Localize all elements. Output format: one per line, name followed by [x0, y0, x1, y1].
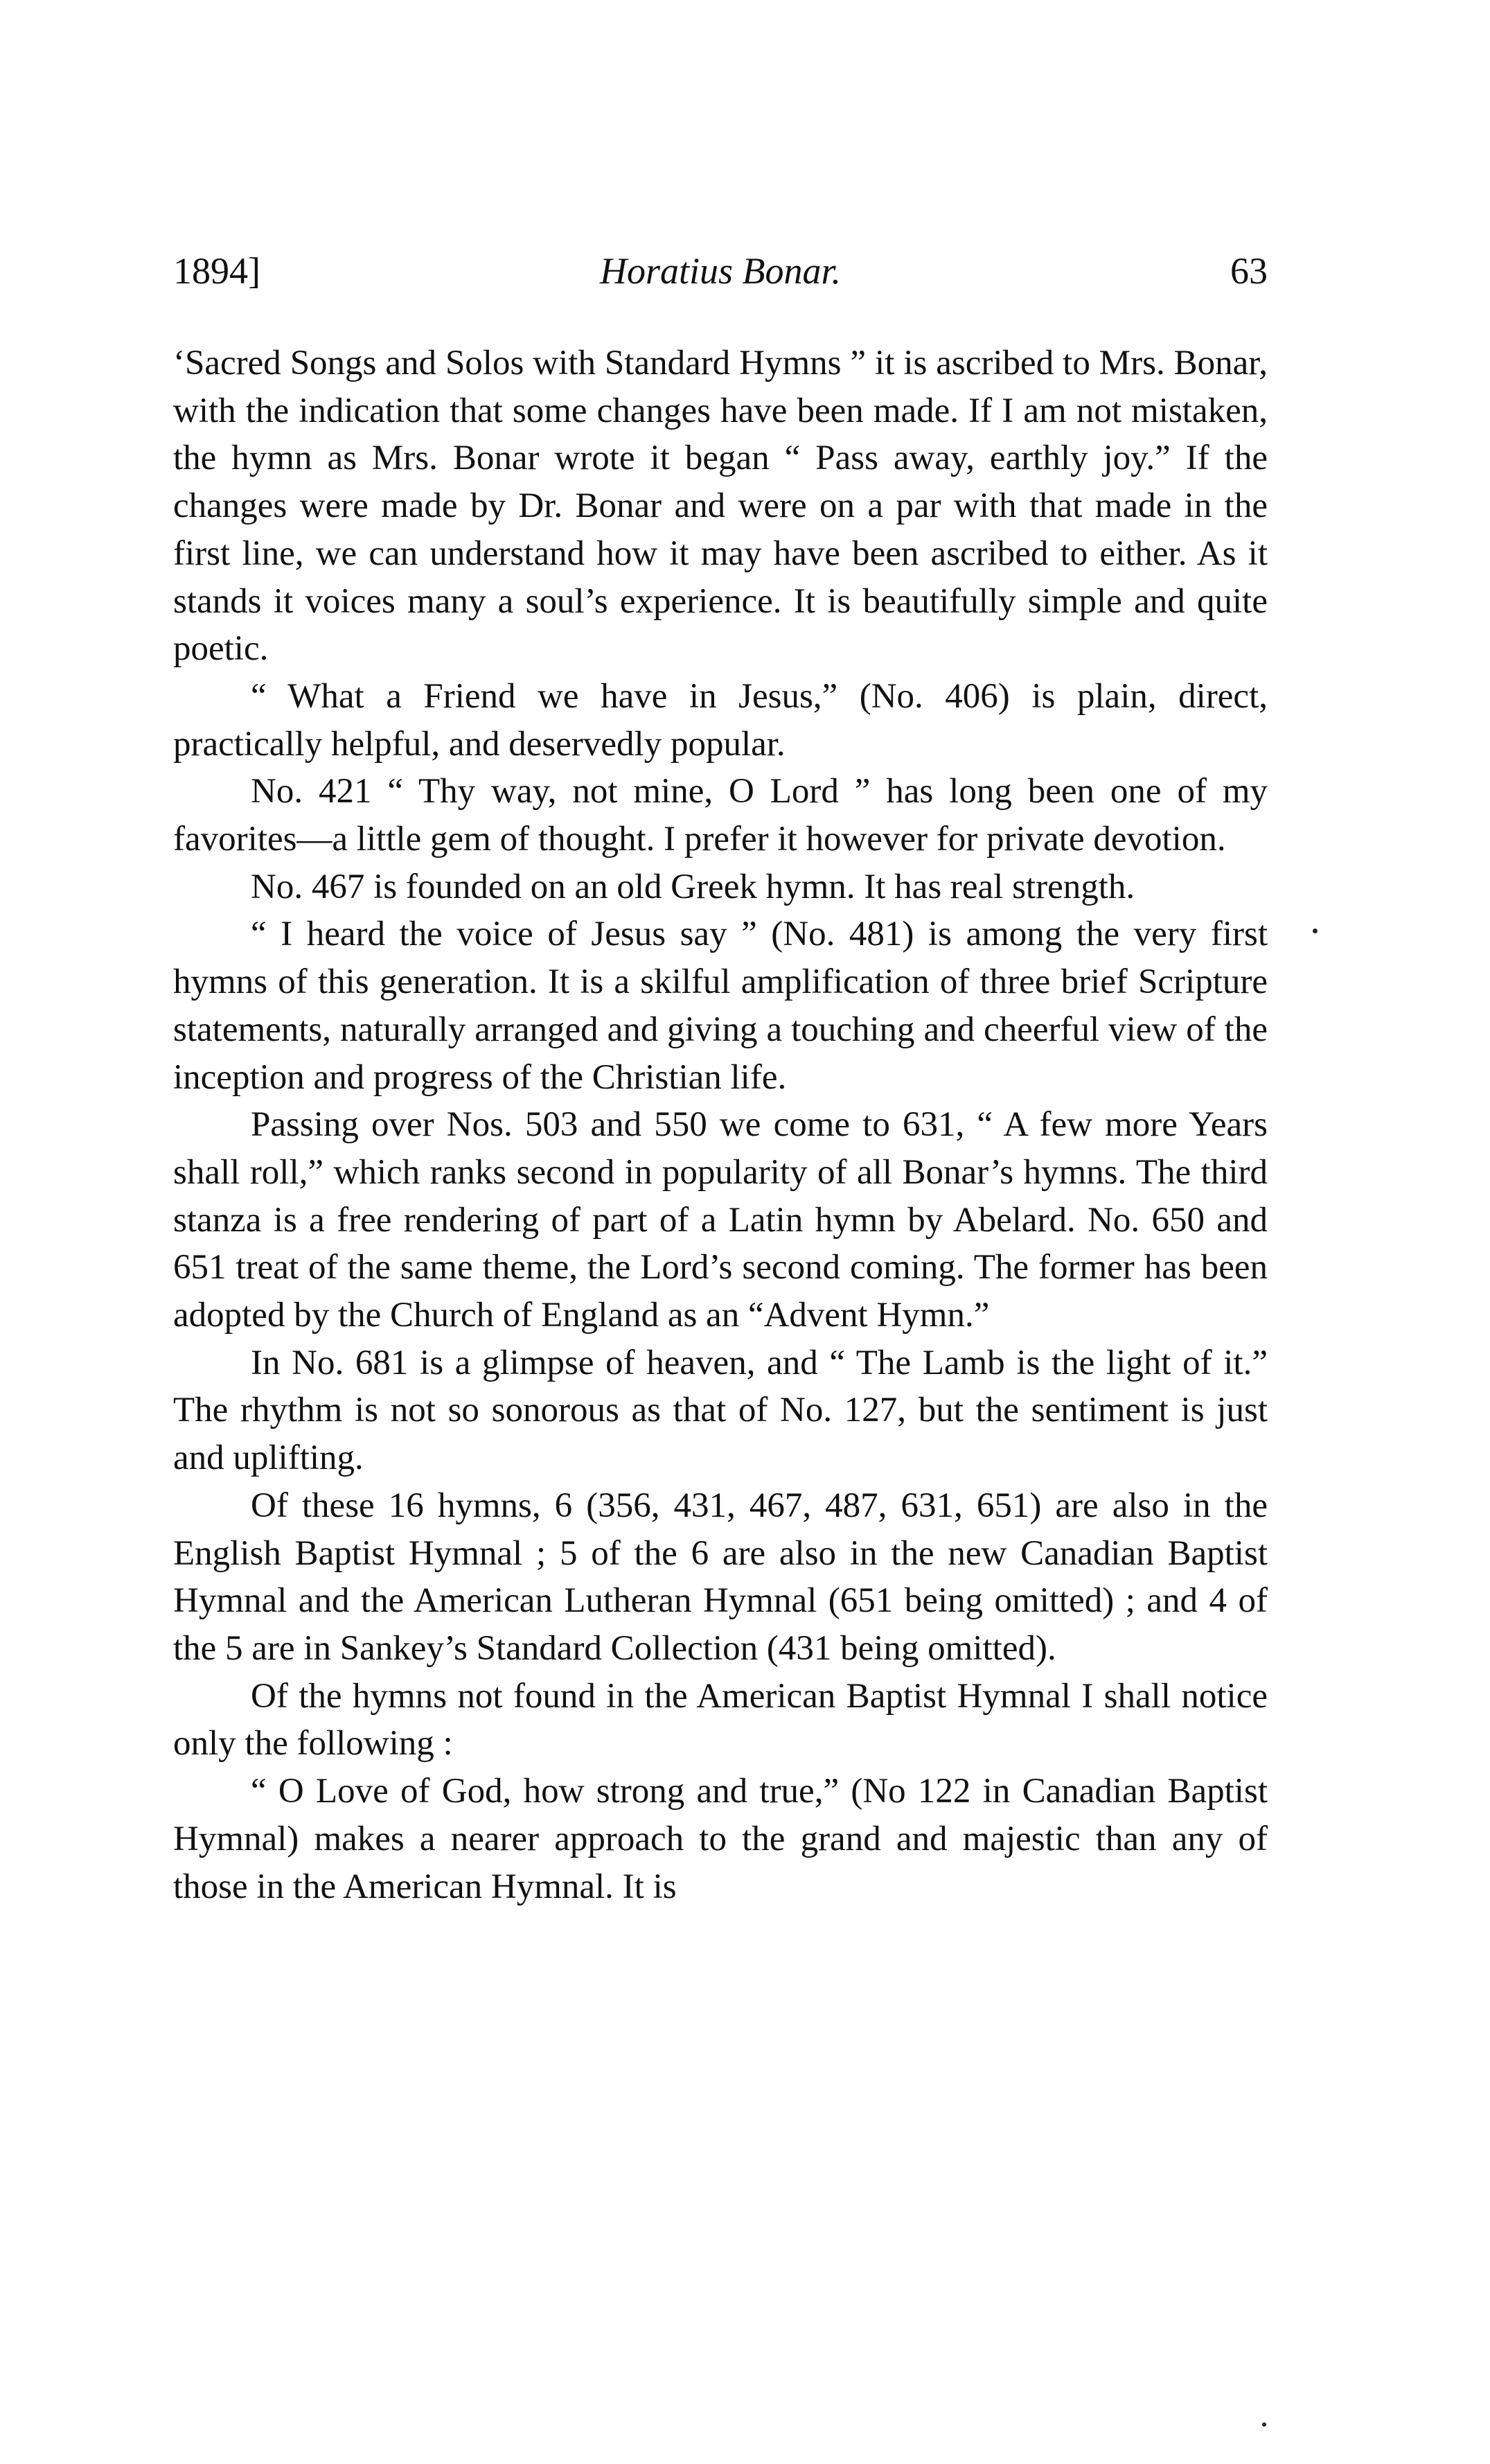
scan-speck — [1262, 2422, 1266, 2427]
header-title: Horatius Bonar. — [599, 250, 842, 292]
paragraph: No. 467 is founded on an old Greek hymn. It has real strength. — [251, 867, 1135, 906]
running-header — [173, 249, 1268, 305]
page-number: 63 — [1230, 250, 1268, 292]
paragraph: No. 421 “ Thy way, not mine, O Lord ” has long been one of my favorites—a little gem of thought. I prefer it however for private devotion. — [173, 772, 1268, 859]
paragraph: Of the hymns not found in the American Baptist Hymnal I shall notice only the following : — [173, 1676, 1268, 1763]
paragraph: In No. 681 is a glimpse of heaven, and “ The Lamb is the light of it.” The rhythm is not so sonorous as that of No. 127, but the sentiment is just and uplifting. — [173, 1343, 1268, 1478]
paragraph: Of these 16 hymns, 6 (356, 431, 467, 487, 631, 651) are also in the English Baptist Hymnal ; 5 of the 6 are also in the new Canadian Baptist Hymnal and the American Lutheran Hymnal (651 being omitted) ; and 4 of the 5 are in Sankey’s Standard Collection (431 being omitted). — [173, 1486, 1268, 1668]
paragraph: “ O Love of God, how strong and true,” (No 122 in Canadian Baptist Hymnal) makes a nearer approach to the grand and majestic than any of those in the American Hymnal. It is — [173, 1772, 1268, 1906]
paragraph: “ What a Friend we have in Jesus,” (No. 406) is plain, direct, practically helpful, and deservedly popular. — [173, 676, 1268, 764]
paragraph: “ I heard the voice of Jesus say ” (No. 481) is among the very first hymns of this generation. It is a skilful amplification of three brief Scripture statements, naturally arranged and giving a touching and cheerful view of the inception and progress of the Christian life. — [173, 915, 1268, 1097]
paragraph: Passing over Nos. 503 and 550 we come to 631, “ A few more Years shall roll,” which ranks second in popularity of all Bonar’s hymns. The third stanza is a free rendering of part of a Latin hymn by Abelard. No. 650 and 651 treat of the same theme, the Lord’s second coming. The former has been adopted by the Church of England as an “Advent Hymn.” — [173, 1105, 1268, 1335]
page-body — [173, 340, 1268, 1910]
paragraph: ‘Sacred Songs and Solos with Standard Hymns ” it is ascribed to Mrs. Bonar, with the indication that some changes have been made. If I am not mistaken, the hymn as Mrs. Bonar wrote it began “ Pass away, earthly joy.” If the changes were made by Dr. Bonar and were on a par with that made in the first line, we can understand how it may have been ascribed to either. As it stands it voices many a soul’s experience. It is beautifully simple and quite poetic. — [173, 344, 1268, 669]
header-year: 1894] — [173, 250, 260, 292]
scan-speck — [1313, 929, 1318, 933]
